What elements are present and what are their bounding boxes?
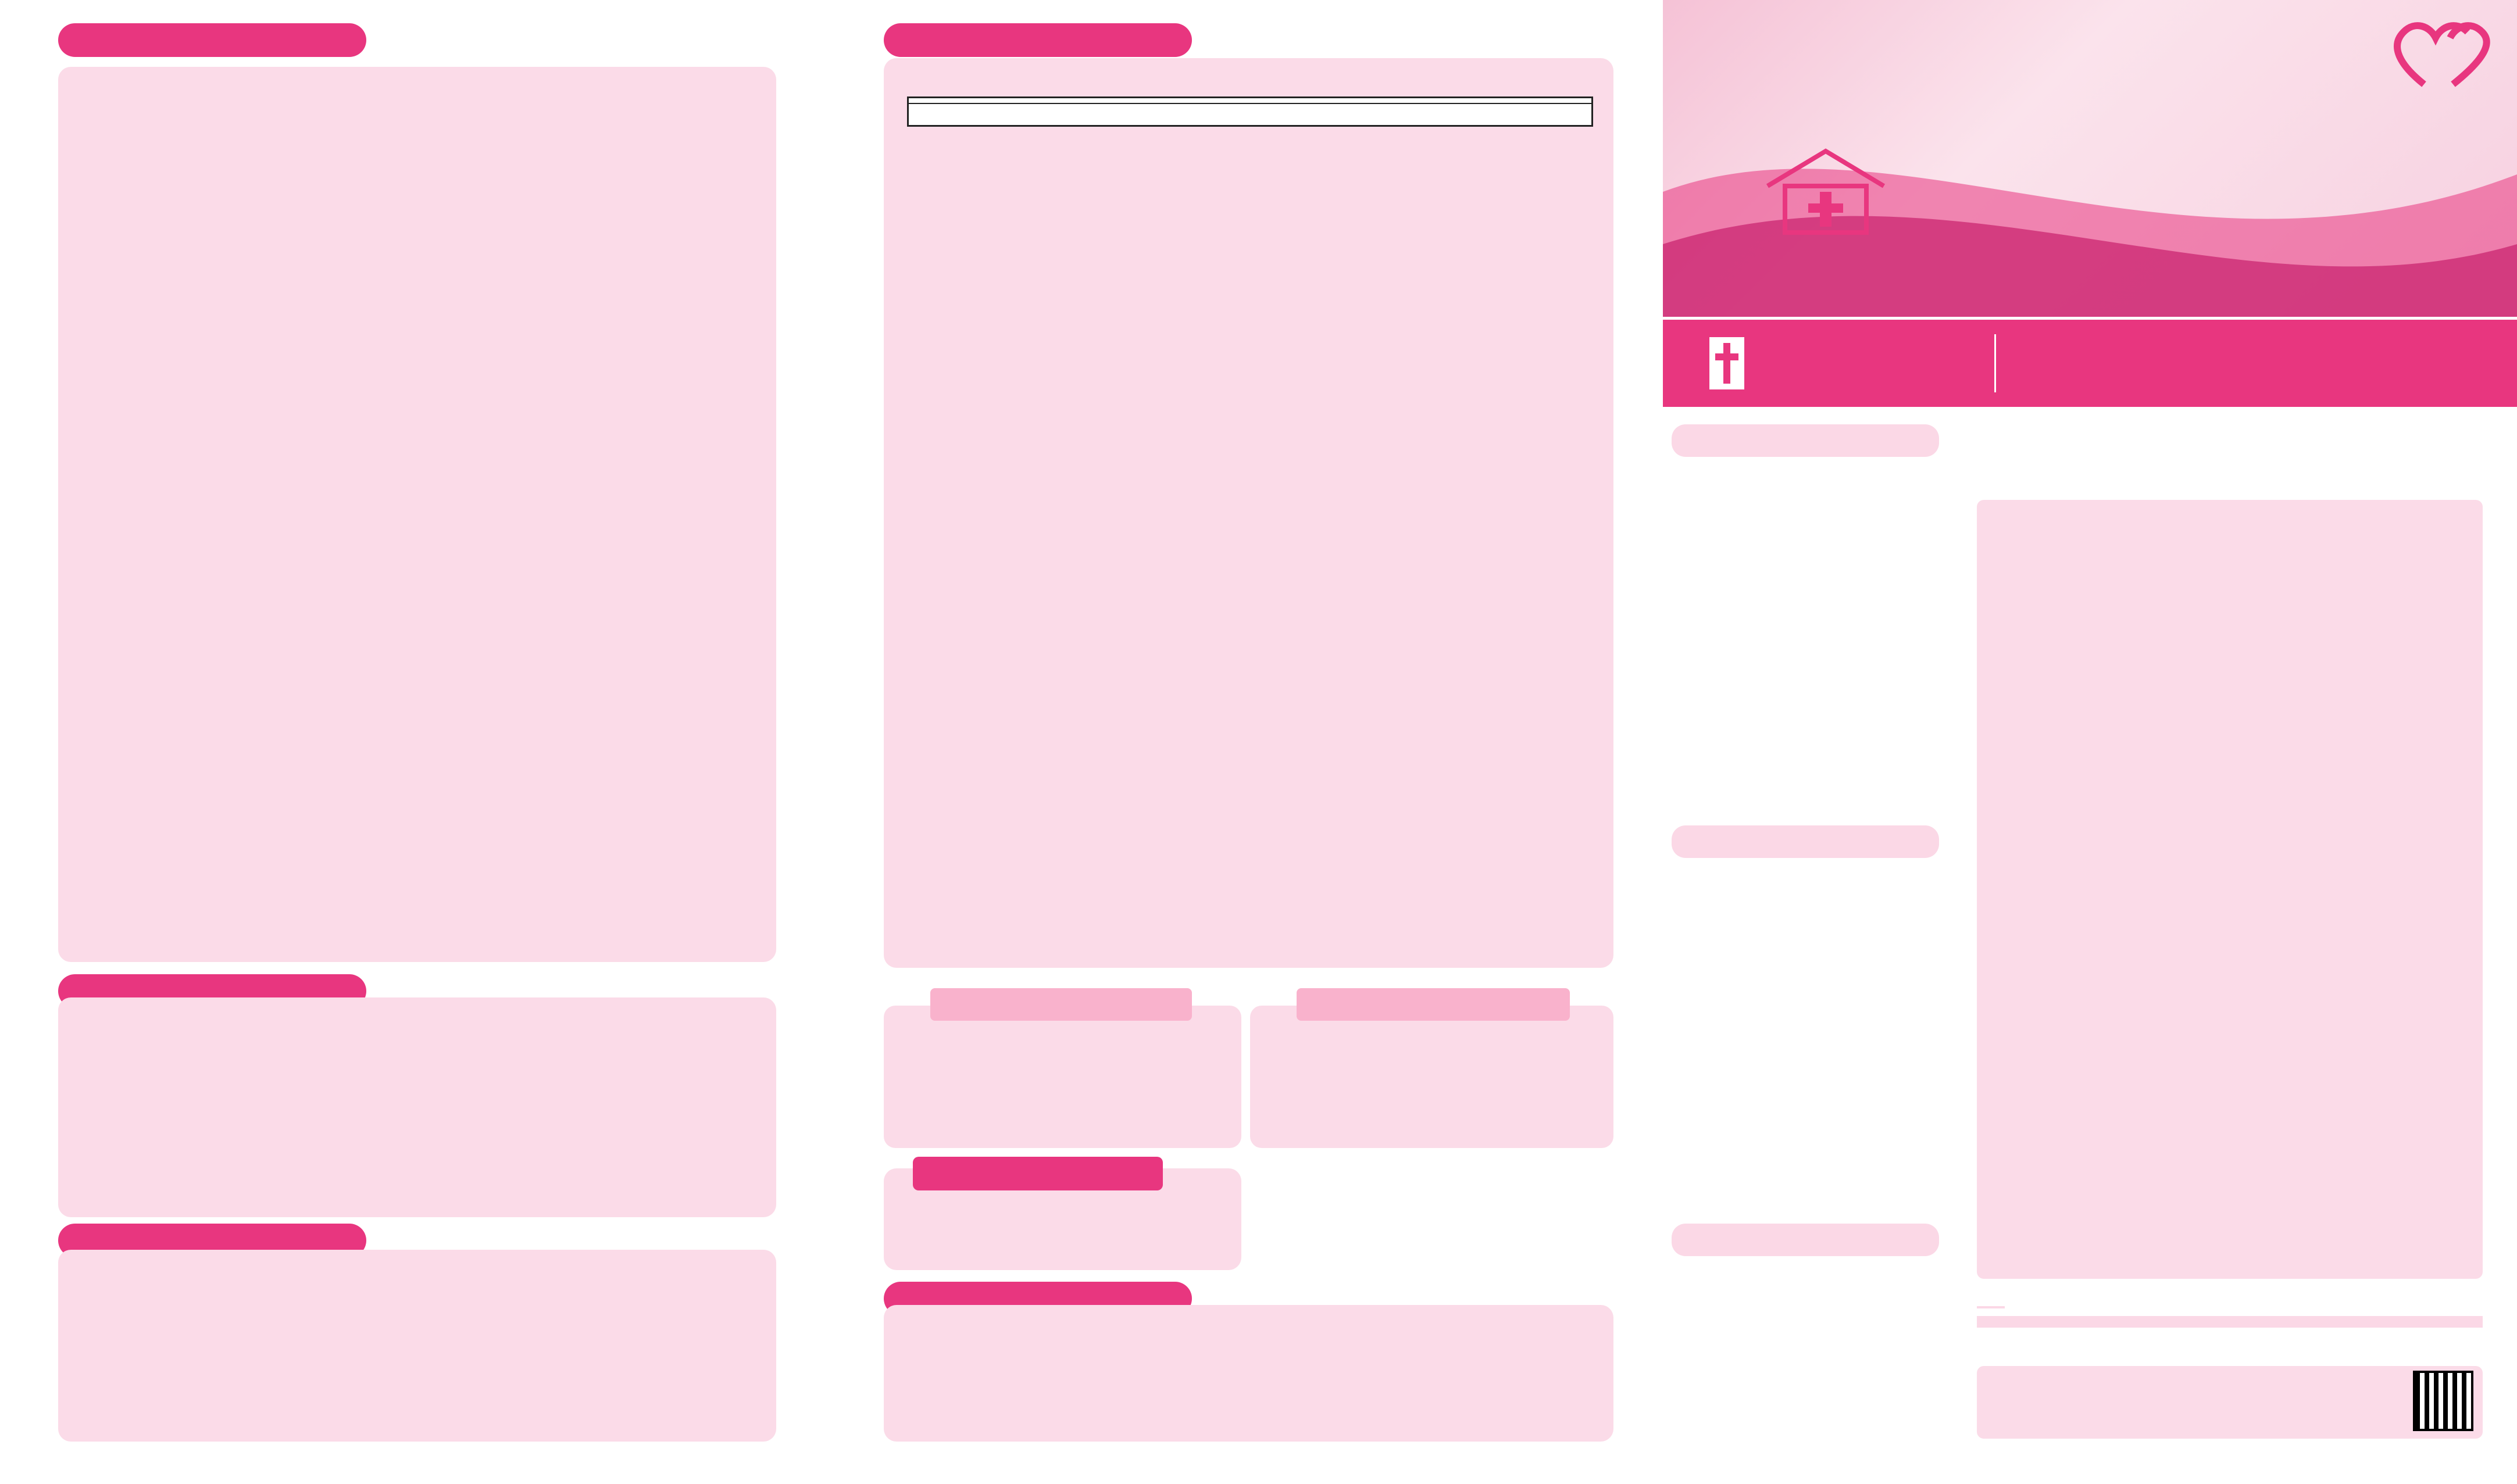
chinese-worship-box	[884, 1006, 1241, 1148]
section-header-thanks	[58, 23, 366, 57]
dream-box	[907, 96, 1593, 127]
heart-logo-icon	[2389, 17, 2500, 93]
dream-table	[909, 104, 1281, 125]
online-offering-box	[884, 1168, 1241, 1270]
church-house-icon	[1762, 145, 1890, 238]
sunday-afternoon-section	[1672, 424, 1974, 471]
order-box	[1977, 500, 2483, 1279]
offerings-box	[58, 67, 776, 962]
volunteer-box	[884, 1305, 1613, 1442]
dream-curriculum	[1281, 104, 1316, 125]
broadcast-box	[1977, 1366, 2483, 1439]
staff-box	[58, 1250, 776, 1442]
next-prayer-label	[1977, 1306, 2005, 1308]
dream-title	[909, 98, 1591, 104]
masthead	[1663, 0, 2517, 317]
wednesday-section	[1672, 825, 1974, 916]
sunday-worship-section	[1977, 419, 2483, 427]
next-prayer	[1977, 1293, 2483, 1328]
next-prayer-text	[1977, 1316, 2483, 1328]
qr-code-icon	[2415, 1373, 2471, 1429]
worship-guide-box	[58, 997, 776, 1217]
church-cross-icon	[1709, 337, 1744, 389]
news-box	[884, 58, 1613, 968]
online-offering-title	[913, 1157, 1163, 1190]
dawn-section	[1672, 1224, 1974, 1268]
section-header-news	[884, 23, 1192, 57]
church-banner	[1663, 320, 2517, 407]
vietnamese-worship-box	[1250, 1006, 1613, 1148]
